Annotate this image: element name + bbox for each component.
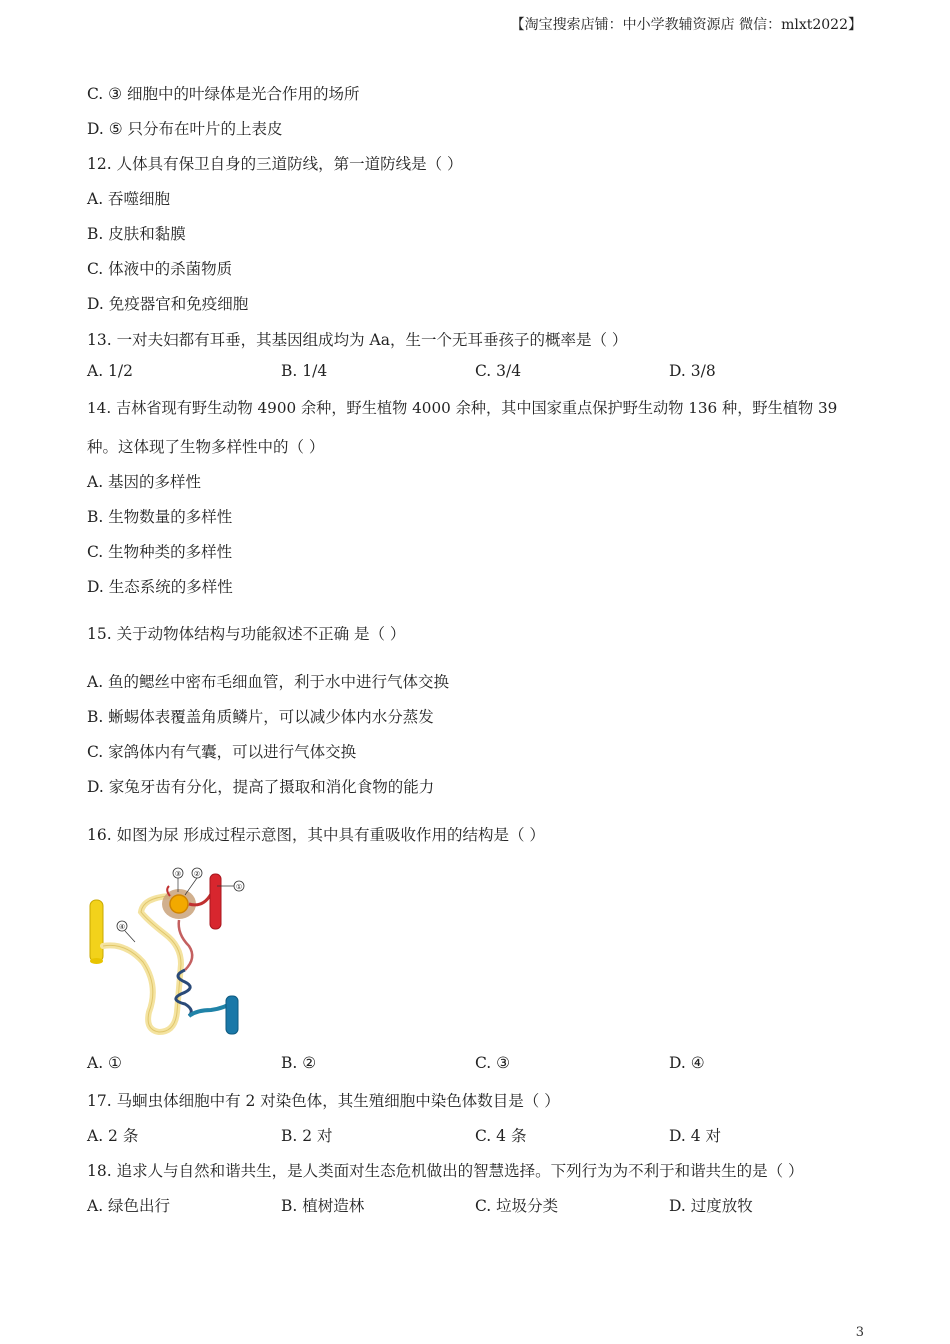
q16-stem: 16. 如图为尿 形成过程示意图，其中具有重吸收作用的结构是（ ） [87,826,545,844]
q15-option-b: B. 蜥蜴体表覆盖角质鳞片，可以减少体内水分蒸发 [87,708,434,726]
q15-option-d: D. 家兔牙齿有分化，提高了摄取和消化食物的能力 [87,778,435,796]
q18-option-c: C. 垃圾分类 [475,1197,559,1215]
nephron-diagram [85,862,255,1042]
q14-stem-line2: 种。这体现了生物多样性中的（ ） [87,438,325,456]
diagram-label-2: ② [193,870,201,878]
q17-option-c: C. 4 条 [475,1127,527,1145]
q17-option-a: A. 2 条 [87,1127,139,1145]
q12-option-c: C. 体液中的杀菌物质 [87,260,233,278]
diagram-label-3: ③ [174,870,182,878]
q17-option-b: B. 2 对 [281,1127,333,1145]
q11-option-d: D. ⑤ 只分布在叶片的上表皮 [87,120,283,138]
q15-stem: 15. 关于动物体结构与功能叙述不正确 是（ ） [87,625,406,643]
q16-option-b: B. ② [281,1054,317,1072]
q12-option-b: B. 皮肤和黏膜 [87,225,186,243]
diagram-label-4: ④ [118,923,126,931]
q17-option-d: D. 4 对 [669,1127,722,1145]
q12-stem: 12. 人体具有保卫自身的三道防线，第一道防线是（ ） [87,155,463,173]
q18-option-d: D. 过度放牧 [669,1197,753,1215]
q16-option-a: A. ① [87,1054,122,1072]
q13-option-b: B. 1/4 [281,362,328,380]
q11-option-c: C. ③ 细胞中的叶绿体是光合作用的场所 [87,85,360,103]
q12-option-a: A. 吞噬细胞 [87,190,171,208]
q18-option-a: A. 绿色出行 [87,1197,171,1215]
diagram-label-1: ① [235,883,243,891]
q18-stem: 18. 追求人与自然和谐共生，是人类面对生态危机做出的智慧选择。下列行为为不利于和谐共生的是（ ） [87,1162,804,1180]
q15-option-a: A. 鱼的鳃丝中密布毛细血管，利于水中进行气体交换 [87,673,450,691]
page-number: 3 [855,1325,864,1340]
q14-option-a: A. 基因的多样性 [87,473,202,491]
q18-option-b: B. 植树造林 [281,1197,365,1215]
q13-stem: 13. 一对夫妇都有耳垂，其基因组成均为 Aa，生一个无耳垂孩子的概率是（ ） [87,331,628,349]
q16-option-c: C. ③ [475,1054,511,1072]
page-header: 【淘宝搜索店铺：中小学教辅资源店 微信：mlxt2022】 [510,17,862,33]
q14-stem-line1: 14. 吉林省现有野生动物 4900 余种，野生植物 4000 余种，其中国家重点保护野生动物 136 种，野生植物 39 [87,399,838,417]
q13-option-d: D. 3/8 [669,362,716,380]
q12-option-d: D. 免疫器官和免疫细胞 [87,295,249,313]
q14-option-b: B. 生物数量的多样性 [87,508,233,526]
q14-option-d: D. 生态系统的多样性 [87,578,233,596]
q16-option-d: D. ④ [669,1054,705,1072]
q17-stem: 17. 马蛔虫体细胞中有 2 对染色体，其生殖细胞中染色体数目是（ ） [87,1092,560,1110]
q13-option-c: C. 3/4 [475,362,522,380]
q13-option-a: A. 1/2 [87,362,133,380]
q15-option-c: C. 家鸽体内有气囊，可以进行气体交换 [87,743,357,761]
q14-option-c: C. 生物种类的多样性 [87,543,233,561]
